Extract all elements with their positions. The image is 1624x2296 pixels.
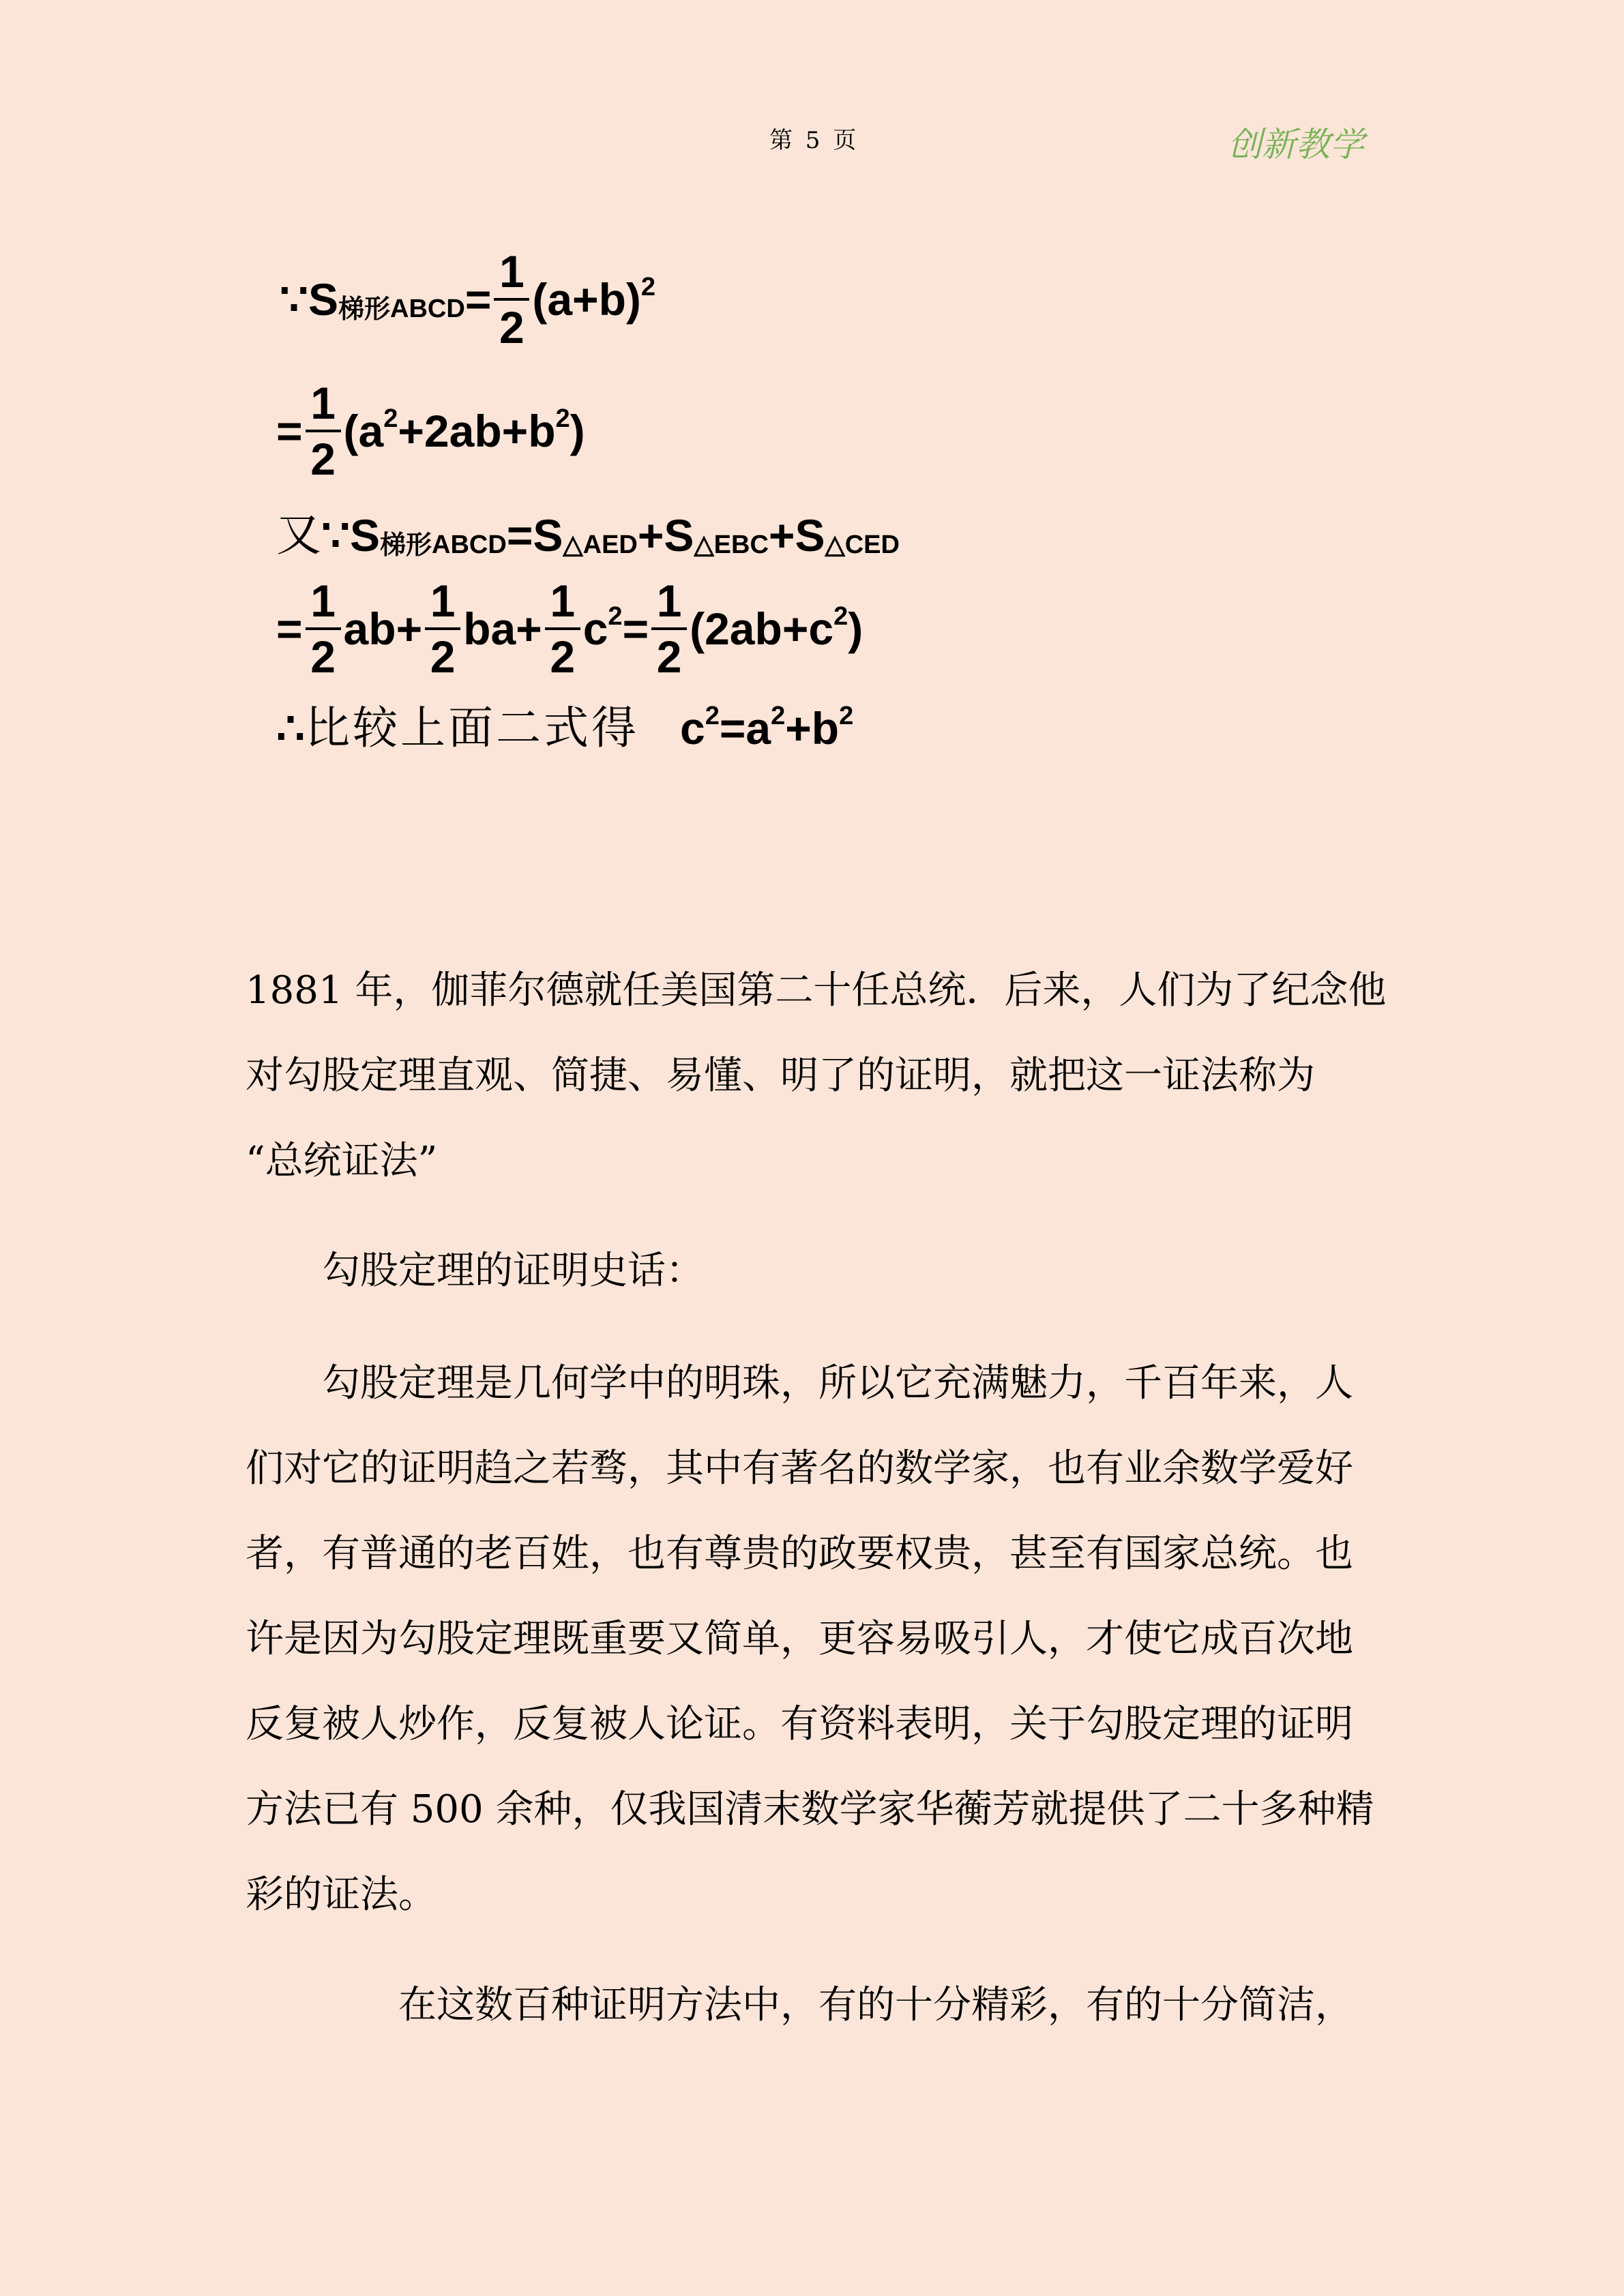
page-number: 第 5 页 [769, 127, 859, 154]
paragraph-3-line: 许是因为勾股定理既重要又简单，更容易吸引人，才使它成百次地 [246, 1617, 1353, 1661]
area-symbol: S [795, 510, 825, 561]
exponent: 2 [555, 404, 570, 433]
subscript-ebc: △EBC [694, 531, 769, 559]
paragraph-1-line: “总统证法” [246, 1139, 438, 1183]
exponent: 2 [771, 702, 786, 730]
fraction-half: $\frac{1}{2}$ [545, 578, 580, 679]
expr: ) [848, 603, 863, 654]
area-symbol: S [350, 510, 381, 561]
exponent: 2 [608, 602, 623, 631]
fraction-half: $\frac{1}{2}$ [425, 578, 460, 679]
section-heading: 勾股定理的证明史话： [322, 1249, 704, 1293]
paragraph-1-line: 对勾股定理直观、简捷、易懂、明了的证明，就把这一证法称为 [246, 1054, 1315, 1098]
area-symbol: S [664, 510, 694, 561]
area-symbol: S [308, 274, 339, 325]
expr: ba+ [463, 603, 542, 654]
fraction-half: $\frac{1}{2}$ [494, 249, 529, 350]
expr: ab+ [343, 603, 423, 654]
expr: =a [719, 703, 771, 754]
subscript-aed: △AED [563, 531, 638, 559]
paragraph-1-line: 1881 年，伽菲尔德就任美国第二十任总统．后来，人们为了纪念他 [246, 968, 1387, 1013]
exponent: 2 [640, 273, 656, 301]
paragraph-3-line: 勾股定理是几何学中的明珠，所以它充满魅力，千百年来，人 [322, 1361, 1353, 1405]
paragraph-3-line: 们对它的证明趋之若骛，其中有著名的数学家，也有业余数学爱好 [246, 1446, 1353, 1491]
plus: + [637, 510, 664, 561]
formula-line-2 [276, 378, 585, 484]
formula-line-3 [276, 509, 900, 561]
paragraph-4-line: 在这数百种证明方法中，有的十分精彩，有的十分简洁， [398, 1983, 1353, 2027]
equals: = [622, 603, 649, 654]
compare-text: 比较上面二式得 [305, 702, 639, 754]
because-symbol: ∵ [280, 274, 308, 325]
plus: + [768, 510, 795, 561]
fraction-half: $\frac{1}{2}$ [651, 578, 687, 679]
expr: +2ab+b [398, 406, 556, 456]
subscript-abcd: ABCD [390, 295, 465, 323]
paragraph-3-line: 反复被人炒作，反复被人论证。有资料表明，关于勾股定理的证明 [246, 1702, 1353, 1746]
expr: c [680, 703, 705, 754]
formula-line-1 [280, 246, 656, 353]
paragraph-3-line: 者，有普通的老百姓，也有尊贵的政要权贵，甚至有国家总统。也 [246, 1532, 1353, 1576]
expr: (a [343, 406, 384, 456]
subscript-abcd: ABCD [432, 531, 507, 559]
exponent: 2 [833, 602, 848, 631]
expr: (a+b) [532, 274, 641, 325]
formula-line-5 [276, 702, 854, 754]
expr: ) [570, 406, 585, 456]
fraction-half: $\frac{1}{2}$ [306, 381, 341, 481]
therefore-symbol: ∴ [276, 703, 305, 754]
area-symbol: S [533, 510, 563, 561]
exponent: 2 [705, 702, 720, 730]
fraction-half: $\frac{1}{2}$ [306, 578, 341, 679]
because-symbol: ∵ [321, 510, 350, 561]
expr: +b [785, 703, 840, 754]
equals: = [276, 406, 303, 456]
subscript-ced: △CED [825, 531, 900, 559]
equals: = [464, 274, 492, 325]
paragraph-3-line: 方法已有 500 余种，仅我国清末数学家华蘅芳就提供了二十多种精 [246, 1787, 1374, 1832]
paragraph-3-line: 彩的证法。 [246, 1873, 437, 1917]
also-word: 又 [276, 509, 321, 561]
exponent: 2 [839, 702, 854, 730]
equals: = [506, 510, 533, 561]
exponent: 2 [383, 404, 398, 433]
equals: = [276, 603, 303, 654]
subscript-trapezoid: 梯形 [380, 530, 432, 560]
expr: c [582, 603, 608, 654]
brand-watermark: 创新教学 [1228, 125, 1364, 164]
subscript-trapezoid: 梯形 [338, 294, 391, 324]
formula-line-4 [276, 576, 863, 682]
expr: (2ab+c [690, 603, 834, 654]
